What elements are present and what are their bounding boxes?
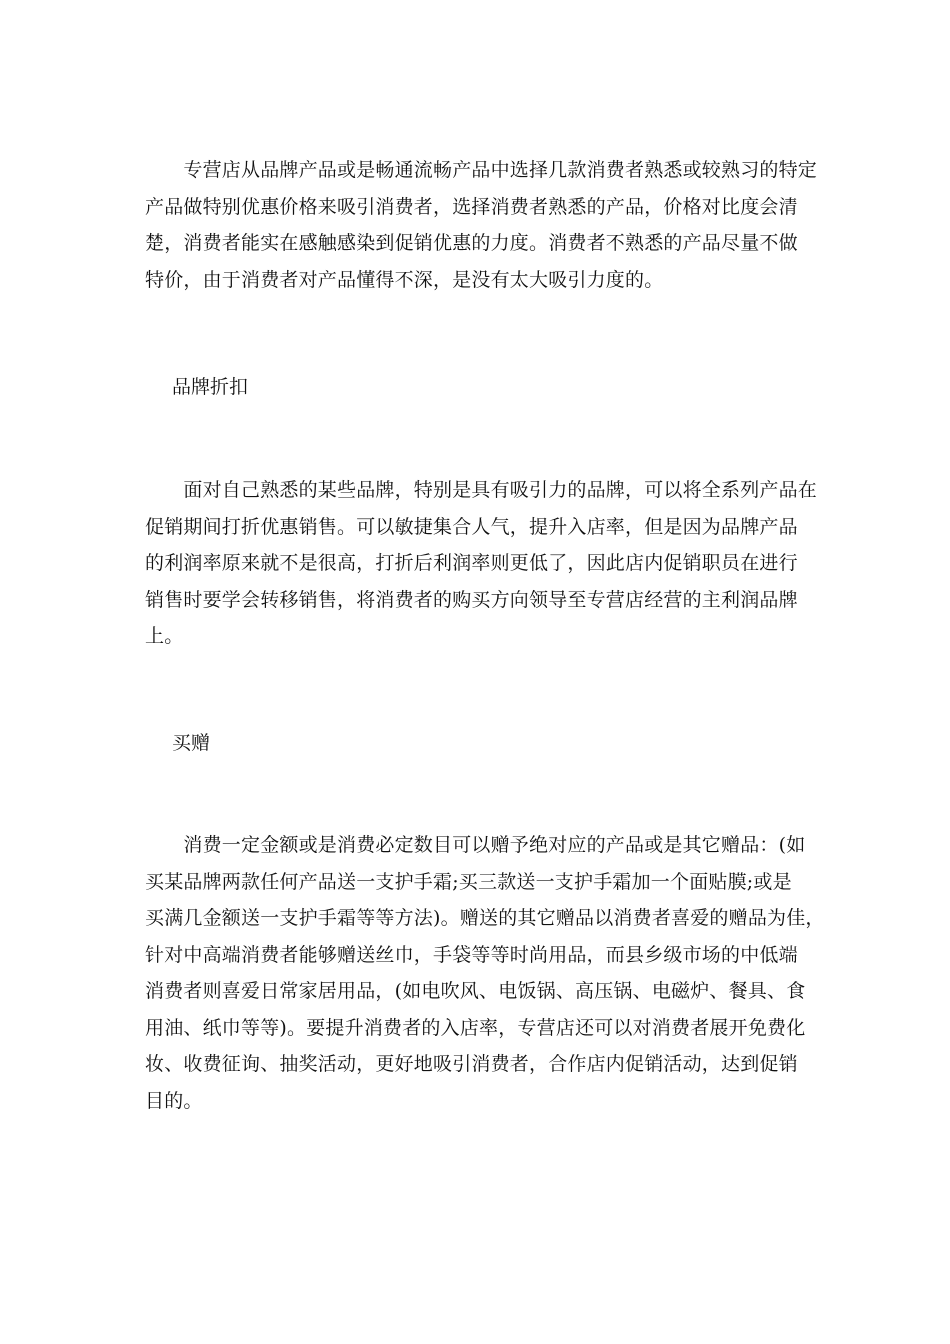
paragraph-line: 销售时要学会转移销售，将消费者的购买方向领导至专营店经营的主利润品牌: [145, 588, 798, 611]
paragraph-line: 产品做特别优惠价格来吸引消费者，选择消费者熟悉的产品，价格对比度会清: [145, 195, 798, 218]
paragraph-line: 专营店从品牌产品或是畅通流畅产品中选择几款消费者熟悉或较熟习的特定: [145, 159, 818, 181]
paragraph-line: 的利润率原来就不是很高，打折后利润率则更低了，因此店内促销职员在进行: [145, 552, 798, 574]
section-heading-purchase-gift: 买赠: [172, 732, 211, 754]
paragraph-line: 面对自己熟悉的某些品牌，特别是具有吸引力的品牌，可以将全系列产品在: [145, 479, 818, 501]
section-heading-brand-discount: 品牌折扣: [172, 376, 249, 398]
paragraph-line: 目的。: [145, 1089, 203, 1112]
paragraph-brand-discount: [145, 472, 818, 655]
paragraph-line: 楚，消费者能实在感触感染到促销优惠的力度。消费者不熟悉的产品尽量不做: [145, 232, 798, 254]
paragraph-line: 妆、收费征询、抽奖活动，更好地吸引消费者，合作店内促销活动，达到促销: [145, 1053, 798, 1075]
paragraph-line: 买满几金额送一支护手霜等等方法)。赠送的其它赠品以消费者喜爱的赠品为佳，: [145, 907, 825, 929]
paragraph-line: 特价，由于消费者对产品懂得不深，是没有太大吸引力度的。: [145, 268, 664, 291]
paragraph-line: 上。: [145, 625, 184, 647]
paragraph-line: 消费者则喜爱日常家居用品，(如电吹风、电饭锅、高压锅、电磁炉、餐具、食: [145, 980, 806, 1002]
paragraph-specials: [145, 152, 818, 298]
paragraph-line: 促销期间打折优惠销售。可以敏捷集合人气，提升入店率，但是因为品牌产品: [145, 515, 798, 538]
paragraph-line: 消费一定金额或是消费必定数目可以赠予绝对应的产品或是其它赠品：(如: [145, 834, 806, 856]
paragraph-purchase-gift: [145, 827, 825, 1119]
paragraph-line: 买某品牌两款任何产品送一支护手霜;买三款送一支护手霜加一个面贴膜;或是: [145, 870, 792, 893]
paragraph-line: 针对中高端消费者能够赠送丝巾，手袋等等时尚用品，而县乡级市场的中低端: [145, 943, 798, 966]
paragraph-line: 用油、纸巾等等)。要提升消费者的入店率，专营店还可以对消费者展开免费化: [145, 1016, 806, 1039]
